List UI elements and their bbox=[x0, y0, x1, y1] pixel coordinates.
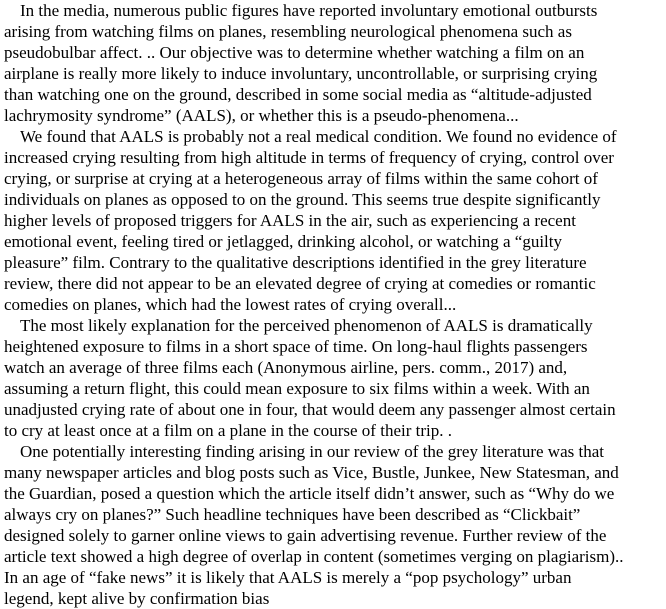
text-line: One potentially interesting finding arising in our review of the grey literature was that bbox=[20, 442, 604, 461]
text-line: higher levels of proposed triggers for AALS in the air, such as experiencing a recent bbox=[4, 211, 576, 230]
text-line: emotional event, feeling tired or jetlagged, drinking alcohol, or watching a “guilty bbox=[4, 232, 562, 251]
text-line: the Guardian, posed a question which the article itself didn’t answer, such as “Why do we bbox=[4, 484, 615, 503]
text-line: In an age of “fake news” it is likely that AALS is merely a “pop psychology” urban bbox=[4, 568, 572, 587]
text-line: watch an average of three films each (Anonymous airline, pers. comm., 2017) and, bbox=[4, 358, 568, 377]
text-line: pseudobulbar affect. .. Our objective was to determine whether watching a film on an bbox=[4, 43, 585, 62]
text-line: article text showed a high degree of overlap in content (sometimes verging on plagiarism).. bbox=[4, 547, 624, 566]
text-line: In the media, numerous public figures have reported involuntary emotional outbursts bbox=[20, 1, 598, 20]
text-line: individuals on planes as opposed to on the ground. This seems true despite significantly bbox=[4, 190, 601, 209]
text-line: many newspaper articles and blog posts such as Vice, Bustle, Junkee, New Statesman, and bbox=[4, 463, 619, 482]
text-line: pleasure” film. Contrary to the qualitative descriptions identified in the grey literature bbox=[4, 253, 587, 272]
text-line: The most likely explanation for the perceived phenomenon of AALS is dramatically bbox=[20, 316, 593, 335]
text-line: assuming a return flight, this could mean exposure to six films within a week. With an bbox=[4, 379, 590, 398]
text-line: review, there did not appear to be an elevated degree of crying at comedies or romantic bbox=[4, 274, 596, 293]
text-line: comedies on planes, which had the lowest rates of crying overall... bbox=[4, 295, 457, 314]
text-line: airplane is really more likely to induce involuntary, uncontrollable, or surprising crying bbox=[4, 64, 598, 83]
text-line: heightened exposure to films in a short space of time. On long-haul flights passengers bbox=[4, 337, 588, 356]
text-line: designed solely to garner online views to gain advertising revenue. Further review of the bbox=[4, 526, 607, 545]
text-line: crying, or surprise at crying at a heterogeneous array of films within the same cohort of bbox=[4, 169, 598, 188]
text-line: legend, kept alive by confirmation bias bbox=[4, 589, 270, 608]
text-line: increased crying resulting from high altitude in terms of frequency of crying, control over bbox=[4, 148, 614, 167]
text-line: than watching one on the ground, described in some social media as “altitude-adjusted bbox=[4, 85, 592, 104]
text-line: arising from watching films on planes, resembling neurological phenomena such as bbox=[4, 22, 572, 41]
text-line: We found that AALS is probably not a real medical condition. We found no evidence of bbox=[20, 127, 617, 146]
text-line: unadjusted crying rate of about one in four, that would deem any passenger almost certain bbox=[4, 400, 616, 419]
text-line: always cry on planes?” Such headline techniques have been described as “Clickbait” bbox=[4, 505, 581, 524]
text-line: lachrymosity syndrome” (AALS), or whether this is a pseudo-phenomena... bbox=[4, 106, 519, 125]
text-line: to cry at least once at a film on a plane in the course of their trip. . bbox=[4, 421, 452, 440]
